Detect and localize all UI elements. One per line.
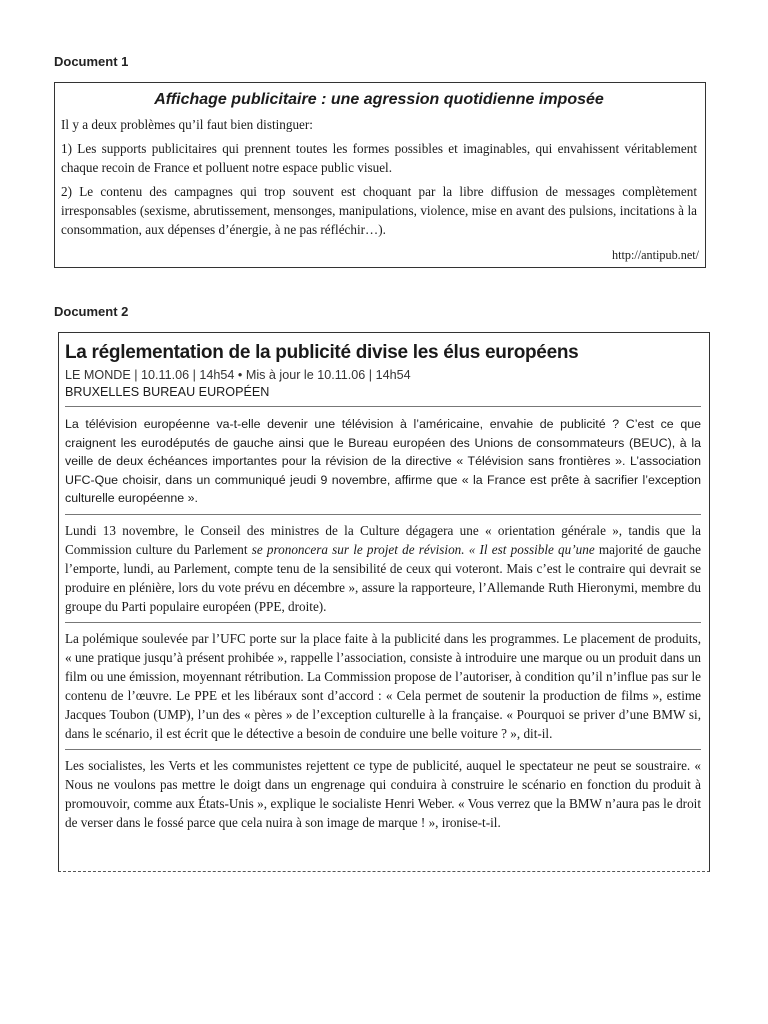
document-2-box: [58, 332, 710, 872]
document-1-source: http://antipub.net/: [612, 248, 699, 262]
document-1-box: [54, 82, 706, 268]
document-1-intro: Il y a deux problèmes qu’il faut bien distinguer:: [61, 117, 313, 132]
article-meta: LE MONDE | 10.11.06 | 14h54 • Mis à jour le 10.11.06 | 14h54: [65, 368, 411, 382]
article-paragraph-1: [65, 521, 701, 623]
document-1-point-1: 1) Les supports publicitaires qui prennent toutes les formes possibles et imaginables, qui envahissent véritablement chaque recoin de France et polluent notre espace public visuel.: [61, 141, 697, 175]
article-paragraph-1-part-c: majorité de gauche l’emporte, lundi, au Parlement, compte tenu de la sensibilité de ceux qui voteront. Mais c’est le contraire qui devrait se produire en plénière, lors du vote prévu en décembre », assure la rapporteure, l’Allemande Ruth Hieronymi, membre du groupe du Parti populaire européen (PPE, droite).: [65, 541, 701, 614]
document-1-point-2: 2) Le contenu des campagnes qui trop souvent est choquant par la libre diffusion de messages complètement irresponsables (sexisme, abrutissement, mensonges, manipulations, violence, mise en avant des pulsions, incitations à la consommation, aux dépenses d’énergie, à ne pas réfléchir…).: [61, 184, 697, 237]
article-lead: La télévision européenne va-t-elle devenir une télévision à l’américaine, envahie de publicité ? C’est ce que craignent les eurodéputés de gauche ainsi que le Bureau européen des Unions de consommateurs (BEUC), à la veille de deux échéances importantes pour la révision de la directive « Télévision sans frontières ». L’association UFC-Que choisir, dans un communiqué jeudi 9 novembre, affirme que « la France est prête à sacrifier l’exception culturelle européenne ».: [65, 415, 701, 515]
document-2-label: Document 2: [54, 304, 129, 319]
document-1-label: Document 1: [54, 54, 129, 69]
article-bureau: BRUXELLES BUREAU EUROPÉEN: [65, 385, 701, 407]
document-1-title: Affichage publicitaire : une agression quotidienne imposée: [154, 91, 604, 108]
article-paragraph-2: La polémique soulevée par l’UFC porte sur la place faite à la publicité dans les programmes. Le placement de produits, « une pratique jusqu’à présent prohibée », rappelle l’association, consiste à introduire une marque ou un produit dans un film ou une émission, moyennant rétribution. La Commission propose de l’autoriser, à condition qu’il n’influe pas sur le contenu de l’œuvre. Le PPE et les libéraux sont d’accord : « Cela permet de soutenir la production de films », estime Jacques Toubon (UMP), l’un des « pères » de l’exception culturelle à la française. « Pourquoi se priver d’une BMW si, dans le scénario, il est écrit que le détective a besoin de conduire une belle voiture ? », dit-il.: [65, 629, 701, 750]
article-paragraph-1-part-b: se prononcera sur le projet de révision. « Il est possible qu’une: [251, 541, 595, 557]
article-paragraph-1-part-a: Lundi 13 novembre, le Conseil des ministres de la Culture dégagera une « orientation générale », tandis que la Commission culture du Parlement: [65, 522, 701, 557]
article-headline: La réglementation de la publicité divise les élus européens: [65, 342, 579, 363]
article-paragraph-3: Les socialistes, les Verts et les communistes rejettent ce type de publicité, auquel le spectateur ne peut se soustraire. « Nous ne voulons pas mettre le doigt dans un engrenage qui conduira à construire le scénario en fonction du produit à promouvoir, comme aux États-Unis », explique le socialiste Henri Weber. « Vous verrez que la BMW n’aura pas le droit de verser dans le fossé parce que cela nuira à son image de marque ! », ironise-t-il.: [65, 757, 701, 830]
